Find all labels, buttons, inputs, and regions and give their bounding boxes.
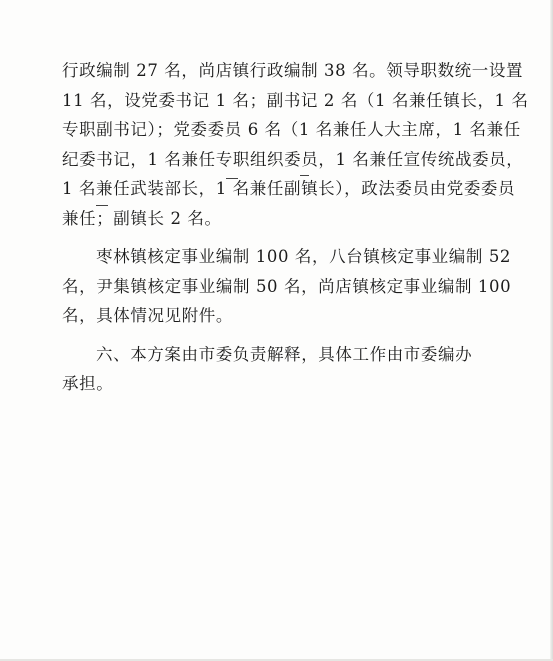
text-line: 纪委书记，1 名兼任专职组织委员，1 名兼任宣传统战委员， [62, 149, 524, 169]
text-line: 11 名，设党委书记 1 名；副书记 2 名（1 名兼任镇长，1 名 [62, 90, 529, 110]
pen-mark [96, 205, 108, 206]
pen-mark [300, 175, 309, 176]
text-line: 枣林镇核定事业编制 100 名，八台镇核定事业编制 52 [96, 247, 512, 266]
pen-mark [226, 178, 238, 179]
text-line: 名，具体情况见附件。 [62, 306, 233, 325]
text-line: 六、本方案由市委负责解释，具体工作由市委编办 [96, 344, 473, 364]
paragraph-interpretation [62, 340, 532, 399]
text-line: 1 名兼任武装部长，1 名兼任副镇长），政法委员由党委委员 [62, 179, 516, 198]
text-line: 名，尹集镇核定事业编制 50 名，尚店镇核定事业编制 100 [62, 276, 512, 296]
paragraph-gap [62, 331, 532, 340]
text-line: 承担。 [62, 374, 114, 393]
paragraph-career-staffing [62, 242, 532, 331]
text-line: 行政编制 27 名，尚店镇行政编制 38 名。领导职数统一设置 [62, 61, 524, 80]
paragraph-staffing [62, 56, 532, 233]
paragraph-gap [62, 233, 532, 242]
text-line: 兼任；副镇长 2 名。 [62, 208, 222, 228]
document-body [62, 56, 532, 399]
text-line: 专职副书记）；党委委员 6 名（1 名兼任人大主席，1 名兼任 [62, 120, 521, 139]
